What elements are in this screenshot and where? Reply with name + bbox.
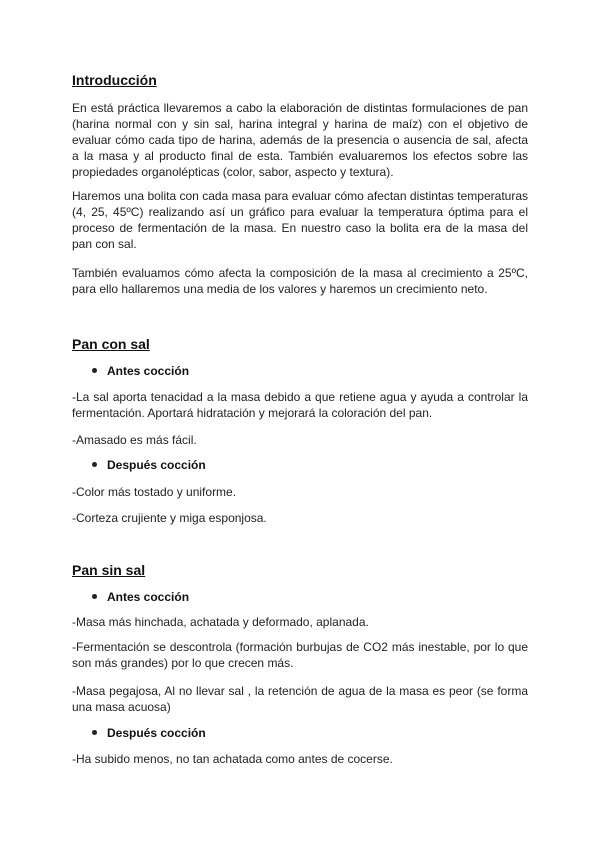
bullet-dot-icon — [92, 368, 97, 373]
pan-sin-sal-despues-bullet — [92, 725, 206, 741]
pan-sin-sal-heading: Pan sin sal — [72, 562, 146, 578]
pan-con-sal-despues-bullet — [92, 457, 206, 473]
pan-con-sal-antes-item: -Amasado es más fácil. — [72, 433, 197, 447]
bullet-dot-icon — [92, 730, 97, 735]
pan-sin-sal-antes-item: -Masa más hinchada, achatada y deformado, aplanada. — [72, 615, 369, 629]
intro-paragraph-2: Haremos una bolita con cada masa para evaluar cómo afectan distintas temperaturas (4, 25, 45ºC) realizando así un gráfico para evaluar la temperatura óptima para el proceso de fermentación de la masa. En nuestro caso la bolita era de la masa del pan con sal. — [72, 189, 528, 251]
pan-con-sal-antes-bullet — [92, 363, 189, 379]
intro-paragraph-1: En está práctica llevaremos a cabo la elaboración de distintas formulaciones de pan (harina normal con y sin sal, harina integral y harina de maíz) con el objetivo de evaluar cómo cada tipo de harina, además de la presencia o ausencia de sal, afecta a la masa y al producto final de esta. También evaluaremos los efectos sobre las propiedades organolépticas (color, sabor, aspecto y textura). — [72, 101, 528, 179]
bullet-dot-icon — [92, 594, 97, 599]
pan-sin-sal-antes-item: -Fermentación se descontrola (formación burbujas de CO2 más inestable, por lo que son más grandes) por lo que crecen más. — [72, 640, 528, 670]
pan-con-sal-despues-item: -Corteza crujiente y miga esponjosa. — [72, 511, 267, 525]
pan-sin-sal-antes-label: Antes cocción — [107, 590, 190, 604]
pan-con-sal-antes-item: -La sal aporta tenacidad a la masa debido a que retiene agua y ayuda a controlar la fermentación. Aportará hidratación y mejorará la coloración del pan. — [72, 390, 528, 420]
pan-con-sal-antes-label: Antes cocción — [107, 364, 190, 378]
pan-con-sal-despues-item: -Color más tostado y uniforme. — [72, 485, 237, 499]
pan-sin-sal-antes-bullet — [92, 589, 189, 605]
pan-con-sal-despues-label: Después cocción — [107, 458, 206, 472]
pan-con-sal-heading: Pan con sal — [72, 336, 150, 352]
pan-sin-sal-despues-label: Después cocción — [107, 726, 206, 740]
pan-sin-sal-antes-item: -Masa pegajosa, Al no llevar sal , la retención de agua de la masa es peor (se forma una masa acuosa) — [72, 684, 528, 714]
pan-sin-sal-despues-item: -Ha subido menos, no tan achatada como antes de cocerse. — [72, 752, 393, 766]
bullet-dot-icon — [92, 462, 97, 467]
intro-paragraph-3: También evaluamos cómo afecta la composición de la masa al crecimiento a 25ºC, para ello hallaremos una media de los valores y haremos un crecimiento neto. — [72, 266, 528, 296]
intro-heading: Introducción — [72, 72, 157, 88]
